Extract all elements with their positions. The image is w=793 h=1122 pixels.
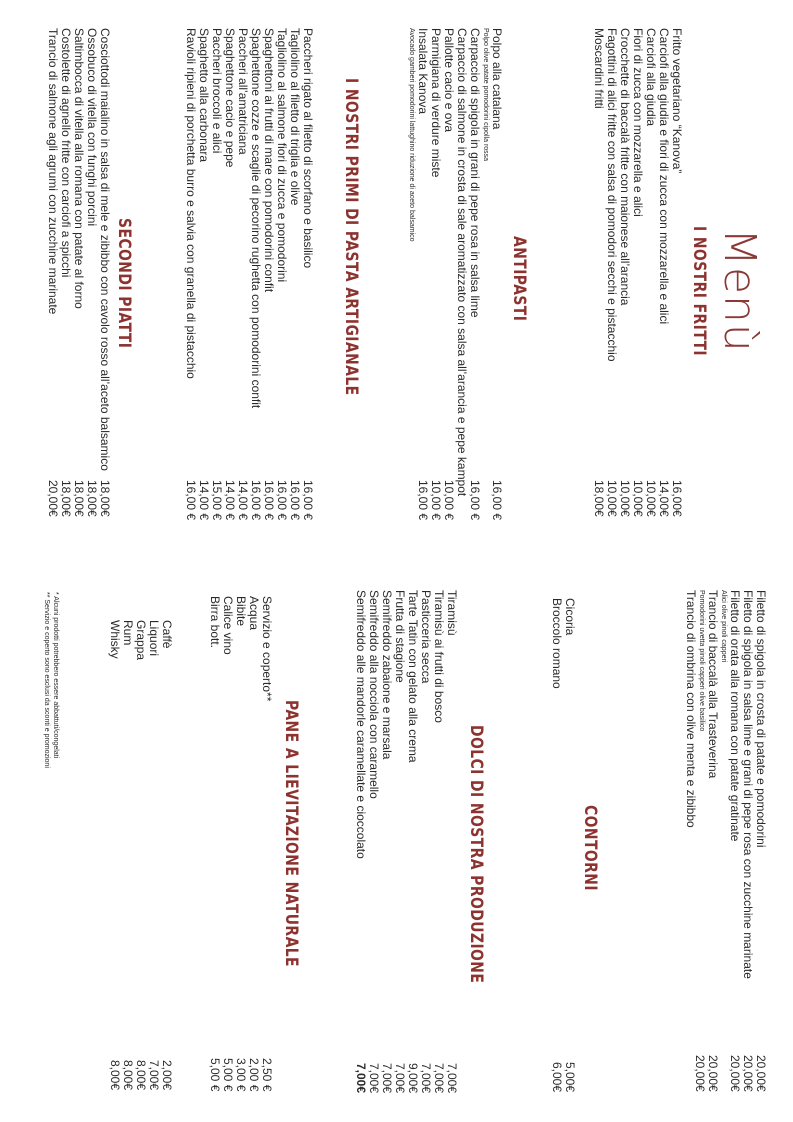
contorni-list [550,598,576,689]
price: 10,00€ [618,480,632,517]
list-item-note: Alici olive pinoli capperi [720,590,727,663]
footnote: * Alcuni prodotti potrebbero essere abbattuti/congelati [52,592,59,759]
list-item: Servizio e coperto** [260,596,274,702]
list-item: Paccheri rigato al filetto di scorfano e basilico [301,28,315,269]
list-item: Pallotte cacio e ova [442,28,456,133]
list-item: Carciofi alla giudia e fiori di zucca con mozzarella e alici [657,28,671,325]
price: 14,00 € [223,480,237,521]
price: 16,00 € [468,480,482,521]
dolci-list [354,590,458,859]
list-item: Paccheri broccoli e alici [210,28,224,154]
price: 18,00€ [592,480,606,517]
list-item: Cicoria [563,598,577,636]
primi-list [184,28,314,408]
list-item: Caffè [160,620,174,649]
list-item-note: Avocado gamberi pomodorini lattughino riduzione di aceto balsamico [408,28,415,242]
price: 16,00 € [301,480,315,521]
price: 14,00 € [236,480,250,521]
list-item: Parmigiana di verdure miste [429,28,443,178]
price: 20,00€ [46,480,60,517]
pane-heading: PANE A LIEVITAZIONE NATURALE [281,700,301,967]
price: 20,00€ [706,1055,720,1092]
price: 5,00€ [563,1062,577,1093]
pesce-list [684,590,767,979]
price: 8,00€ [134,1060,148,1091]
list-item: Polpo alla catalana [490,28,504,130]
price: 2,00 € [247,1058,261,1092]
dolci-heading: DOLCI DI NOSTRA PRODUZIONE [466,725,486,984]
price: 16,00 € [184,480,198,521]
list-item: Pasticceria secca [419,590,433,684]
antipasti-heading: ANTIPASTI [509,236,529,322]
secondi-heading: SECONDI PIATTI [114,218,134,349]
price: 7,00€ [419,1063,433,1094]
price: 20,00€ [741,1055,755,1092]
list-item: Spaghettone cozze e scaglie di pecorino rughetta con pomodorini confit [249,28,263,409]
list-item: Paccheri all’amatriciana [236,28,250,155]
price: 14,00 € [197,480,211,521]
price: 18,00€ [59,480,73,517]
pesce-prices [693,1055,767,1092]
list-item: Bibite [234,596,248,627]
secondi-prices [46,480,111,517]
price [455,480,468,520]
list-item: Grappa [134,620,148,661]
list-item: Moscardini fritti [592,28,606,109]
price: 6,00€ [550,1062,564,1093]
price: 16,00 € [262,480,276,521]
price: 10,00€ [605,480,619,517]
antipasti-list [407,28,503,496]
list-item: Trancio di ombrina con olive menta e zibibbo [684,590,698,828]
price: 5,00 € [208,1058,222,1092]
menu-title: Menù [714,228,765,353]
price: 20,00€ [693,1055,707,1092]
list-item: Trancio di salmone agli agrumi con zucchine marinate [46,28,60,315]
dolci-prices [354,1063,458,1093]
price: 10,00 € [429,480,443,521]
list-item: Carciofi alla giudia [644,28,658,127]
price: 8,00€ [121,1060,135,1091]
list-item: Frutta di stagione [393,590,407,683]
price: 8,00€ [108,1060,122,1091]
list-item: Birra bott. [208,596,222,649]
price: 18,00€ [98,480,112,517]
list-item: Fiori di zucca con mozzarella e alici [631,28,645,217]
list-item: Fritto vegetariano “Kanova” [670,28,684,174]
bar-list [108,620,173,660]
primi-prices [184,480,314,520]
price: 18,00€ [72,480,86,517]
price: 10,00€ [631,480,645,517]
list-item: Insalata Kanova [416,28,430,115]
price: 16,00 € [288,480,302,521]
list-item: Acqua [247,596,261,631]
pane-prices [208,1058,273,1091]
fritti-heading: I NOSTRI FRITTI [689,226,709,357]
price: 20,00€ [754,1055,768,1092]
list-item: Semifreddo alle mandorle caramellate e cioccolato [354,590,368,859]
list-item: Tagliolino al salmone fiori di zucca e pomodorini [275,28,289,283]
list-item-note: Pomodorini uvetta pinoli capperi olive basilico [698,590,705,732]
fritti-list [592,28,683,362]
list-item-note: Polpo olive patate pomodorini cipolla rossa [482,28,489,162]
list-item: Spaghetto alla carbonara [197,28,211,163]
price: 5,00 € [221,1058,235,1092]
price: 7,00€ [380,1063,394,1094]
list-item: Tiramisù [445,590,459,636]
list-item: Calice vino [221,596,235,655]
list-item: Semifreddo alla nocciola con caramello [367,590,381,799]
list-item: Costolette di agnello fritte con carciofi a spicchi [59,28,73,278]
price: 2,00€ [160,1060,174,1091]
primi-heading: I NOSTRI PRIMI DI PASTA ARTIGIANALE [341,78,361,396]
price: 9,00€ [406,1063,420,1094]
price: 10,00 € [442,480,456,521]
list-item: Rum [121,620,135,646]
price: 16,00€ [670,480,684,517]
price: 16,00 € [249,480,263,521]
list-item: Ravioli ripieni di porchetta burro e salvia con granella di pistacchio [184,28,198,379]
price: 7,00€ [445,1063,459,1094]
bar-prices [108,1060,173,1090]
price: 7,00€ [393,1063,407,1094]
list-item: Tagliolino al filetto di triglia e olive [288,28,302,206]
list-item: Filetto di spigola in salsa lime e grani di pepe rosa con zucchine marinate [741,590,755,979]
list-item: Spaghettone cacio e pepe [223,28,237,168]
list-item: Carpaccio di spigola in grani di pepe rosa in salsa lime [468,28,482,318]
price: 16,00 € [416,480,430,521]
secondi-list [46,28,111,471]
list-item: Whisky [108,620,122,659]
list-item: Ossobuco di vitella con funghi porcini [85,28,99,227]
list-item: Crocchette di baccalà fritte con maionese all’arancia [618,28,632,306]
footnotes [42,592,60,768]
list-item: Filetto di spigola in crosta di patate e pomodorini [754,590,768,848]
list-item: Cosciottodi maialino in salsa di mele e zibibbo con cavolo rosso all’aceto balsamico [98,28,112,471]
price: 16,00 € [275,480,289,521]
price: 7,00€ [432,1063,446,1094]
price: 15,00 € [210,480,224,521]
price: 14,00€ [657,480,671,517]
footnote: ** Servizio e coperto sono esclusi da sconti e promozioni [43,592,50,768]
list-item: Fagottini di alici fritte con salsa di pomodori secchi e pistacchio [605,28,619,362]
price: 7,00€ [367,1063,381,1094]
list-item: Carpaccio di salmone in crosta di sale aromatizzato con salsa all’arancia e pepe kampot [455,28,469,497]
list-item: Broccolo romano [550,598,564,689]
price: 20,00€ [728,1055,742,1092]
fritti-prices [592,480,683,517]
price: 3,00 € [234,1058,248,1092]
price: 7,00€ [147,1060,161,1091]
list-item: Tiramisù ai frutti di bosco [432,590,446,723]
list-item: Tarte Tatin con gelato alla crema [406,590,420,763]
list-item: Trancio di baccalà alla Trasteverina [706,590,720,779]
antipasti-prices [416,480,503,520]
list-item: Semifreddo zabaione e marsala [380,590,394,760]
pane-list [208,596,273,701]
list-item: Spaghettoni ai frutti di mare con pomodorini confit [262,28,276,293]
price: 10,00€ [644,480,658,517]
list-item: Filetto di orata alla romana con patate gratinate [728,590,742,842]
price: 2,50 € [260,1058,274,1092]
price: 16,00 € [490,480,504,521]
contorni-prices [550,1062,576,1092]
price: 18,00€ [85,480,99,517]
list-item: Saltimbocca di vitella alla romana con patate al forno [72,28,86,309]
price: 7,00€ [354,1063,368,1094]
list-item: Liquori [147,620,161,657]
contorni-heading: CONTORNI [580,805,600,891]
